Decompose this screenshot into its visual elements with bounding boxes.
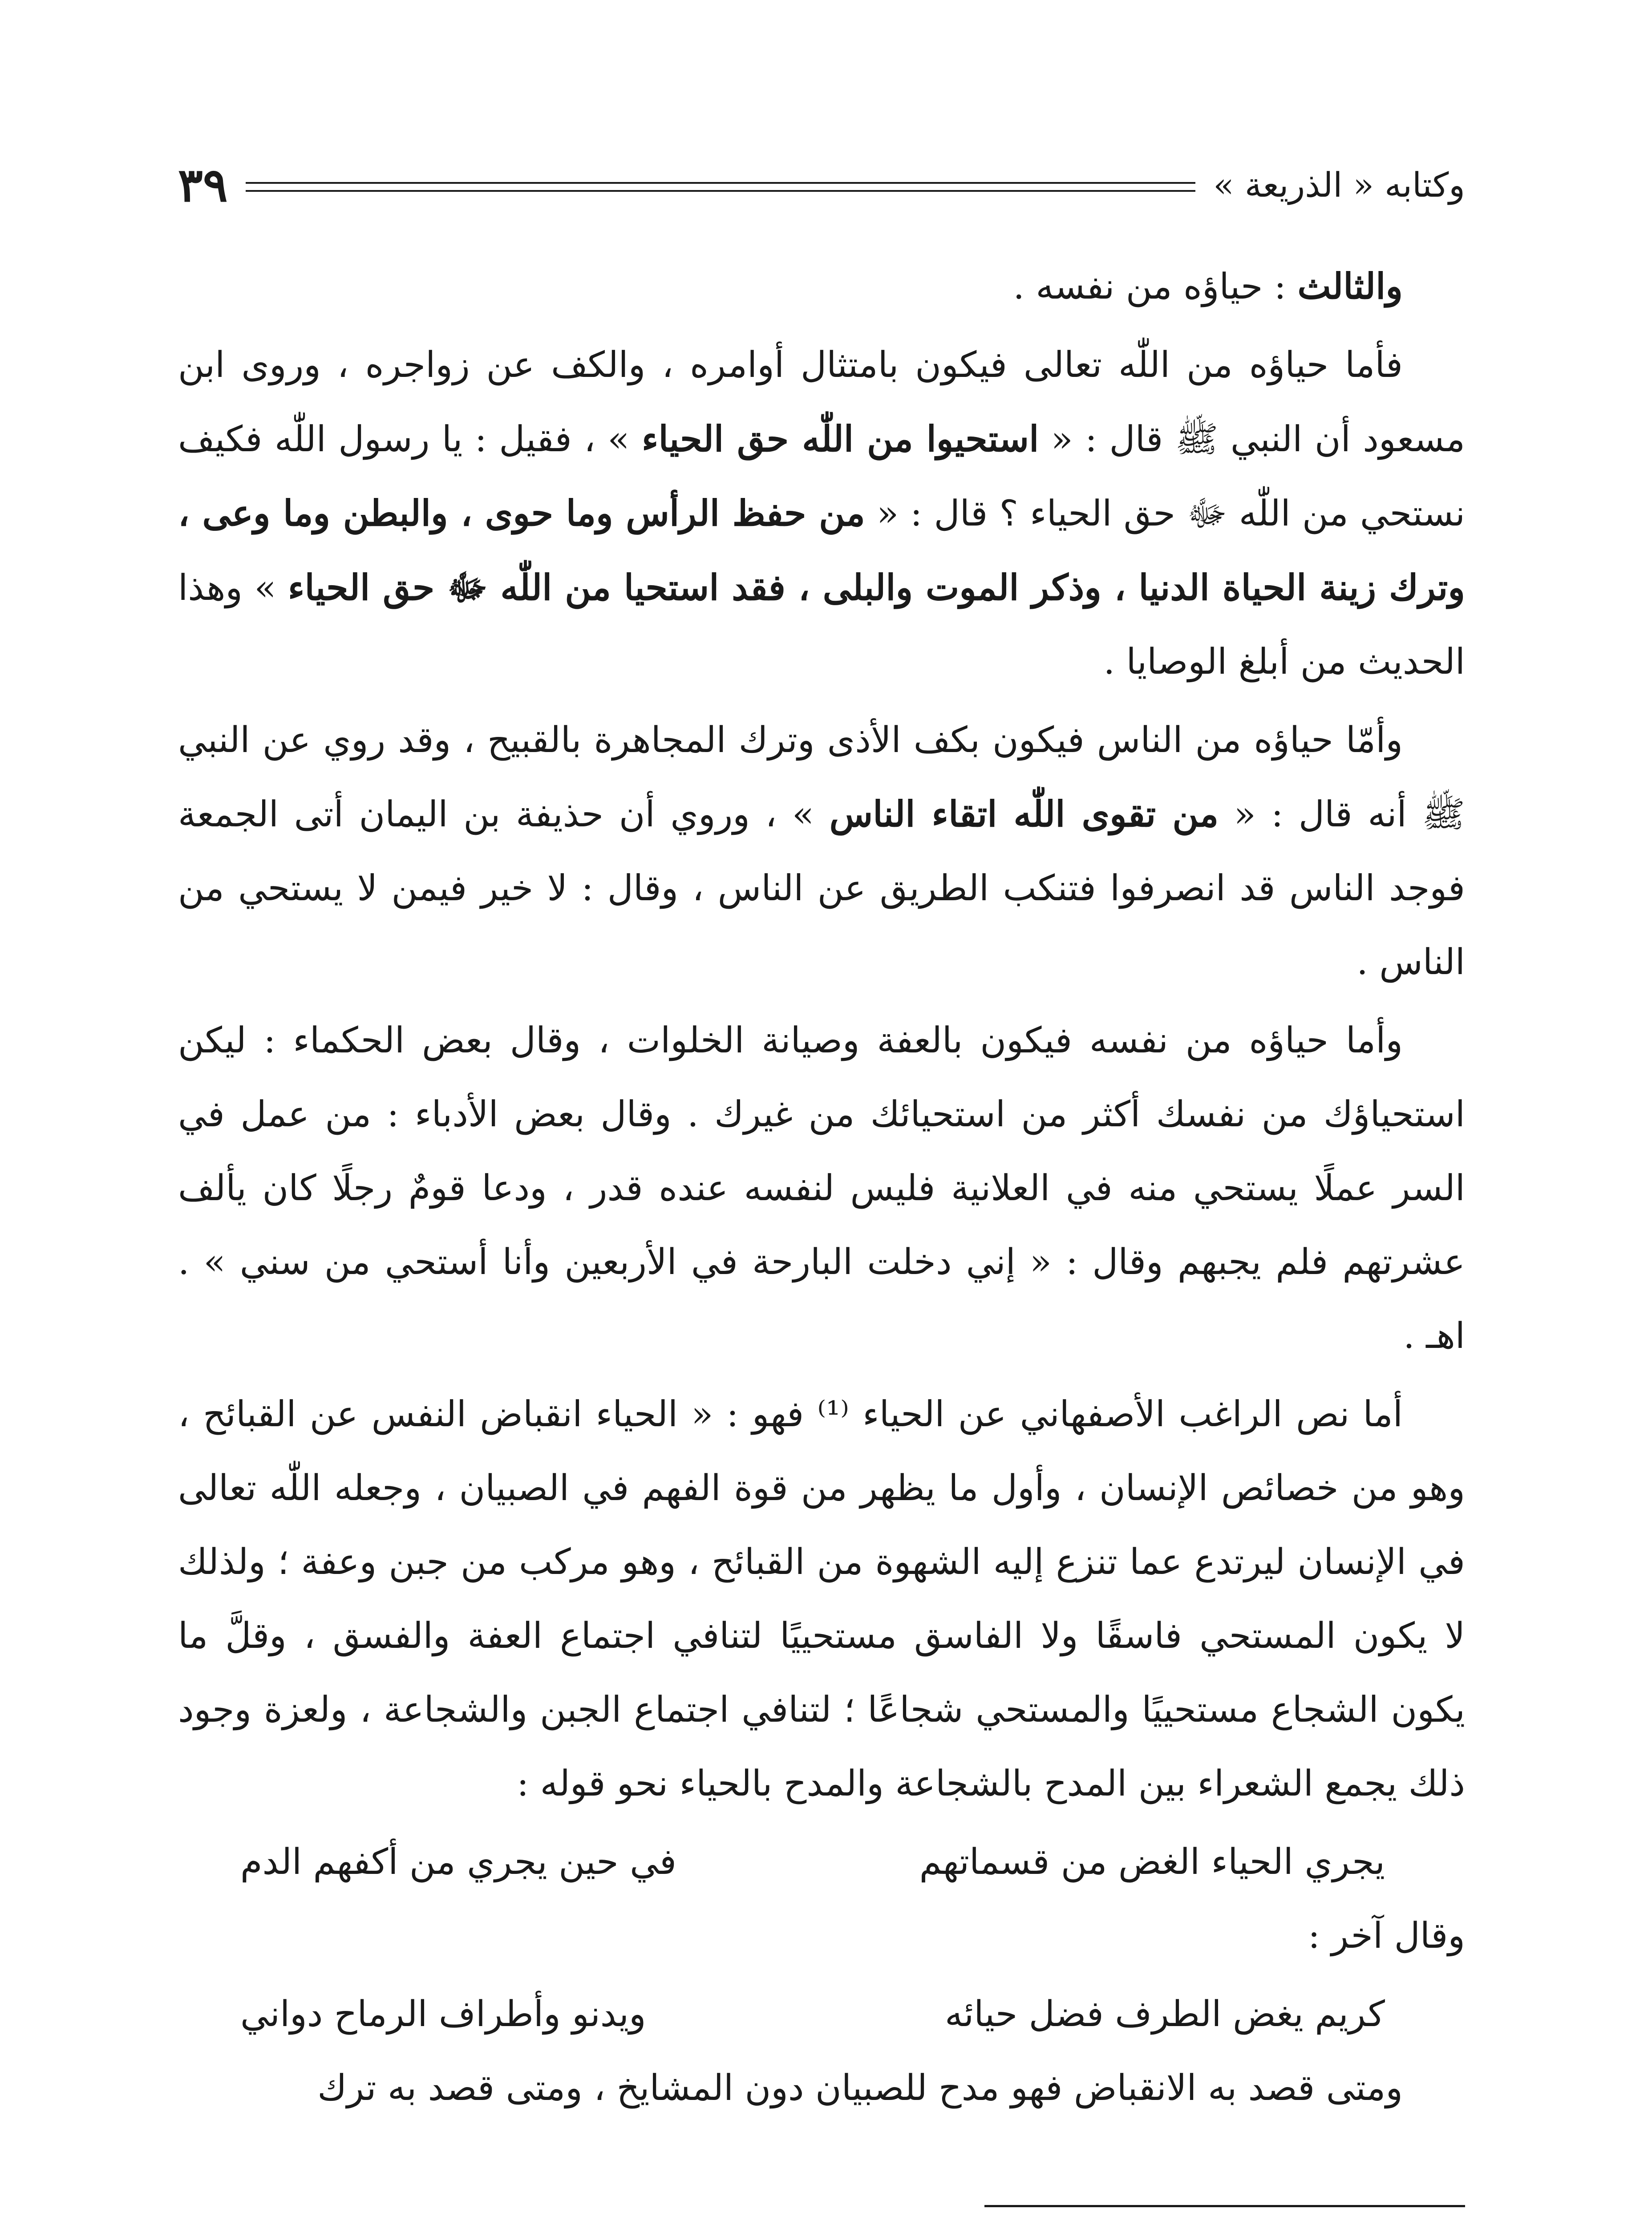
header-rule — [246, 182, 1196, 192]
page-header — [178, 151, 1465, 218]
paragraph-text: فأما حياؤه من اللّٰه تعالى فيكون بامتثال أوامره ، والكف عن زواجره ، وروى ابن مسعود أن النبي ﷺ قال : « — [178, 344, 1466, 460]
footnote-rule — [984, 2205, 1465, 2207]
paragraph-raghib-definition: أما نص الراغب الأصفهاني عن الحياء ⁽¹⁾ فهو : « الحياء انقباض النفس عن القبائح ، وهو من خصائص الإنسان ، وأول ما يظهر من قوة الفهم في الصبيان ، وجعله اللّٰه تعالى في الإنسان ليرتدع عما تنزع إليه الشهوة من القبائح ، وهو مركب من جبن وعفة ؛ ولذلك لا يكون المستحي فاسقًا ولا الفاسق مستحييًا لتنافي اجتماع العفة والفسق ، وقلَّ ما يكون الشجاع مستحييًا والمستحي شجاعًا ؛ لتنافي اجتماع الجبن والشجاعة ، ولعزة وجود ذلك يجمع الشعراء بين المدح بالشجاعة والمدح بالحياء نحو قوله : — [178, 1393, 1466, 1804]
paragraph-continuation: ومتى قصد به الانقباض فهو مدح للصبيان دون المشايخ ، ومتى قصد به ترك — [317, 2067, 1403, 2108]
page-number: ٣٩ — [178, 157, 228, 212]
poetry-verse — [178, 1977, 1465, 2051]
poetry-verse — [178, 1825, 1465, 1899]
paragraph-shyness-from-god — [178, 328, 1465, 699]
main-text — [178, 249, 1465, 2129]
paragraph-text: » ، وروي أن حذيفة بن اليمان أتى الجمعة فوجد الناس قد انصرفوا فتنكب الطريق عن الناس ، وقال : لا خير فيمن لا يستحي من الناس . — [178, 793, 1465, 983]
running-title: وكتابه « الذريعة » — [1213, 165, 1465, 205]
section-lead: والثالث — [1297, 265, 1403, 307]
verse-first-hemistich: كريم يغض الطرف فضل حيائه — [945, 1993, 1385, 2035]
paragraph-text: » ، فقيل : يا رسول اللّٰه فكيف نستحي من اللّٰه ﷻ حق الحياء ؟ قال : « — [178, 418, 1465, 534]
paragraph-shyness-from-self: وأما حياؤه من نفسه فيكون بالعفة وصيانة الخلوات ، وقال بعض الحكماء : ليكن استحياؤك من نفسك أكثر من استحيائك من غيرك . وقال بعض الأدباء : من عمل في السر عملًا يستحي منه في العلانية فليس لنفسه عنده قدر ، ودعا قومٌ رجلًا كان يألف عشرتهم فلم يجبهم وقال : « إني دخلت البارحة في الأربعين وأنا أستحي من سني » . اهـ . — [178, 1019, 1465, 1356]
paragraph-text: » وهذا الحديث من أبلغ الوصايا . — [178, 567, 1465, 682]
paragraph-text: وأمّا حياؤه من الناس فيكون بكف الأذى وترك المجاهرة بالقبيح ، وقد روي عن النبي ﷺ أنه قال : « — [178, 719, 1466, 835]
verse-first-hemistich: يجري الحياء الغض من قسماتهم — [919, 1841, 1385, 1882]
verse-second-hemistich: ويدنو وأطراف الرماح دواني — [240, 1993, 646, 2035]
hadith-quote: استحيوا من اللّٰه حق الحياء — [641, 418, 1039, 460]
hadith-quote: من تقوى اللّٰه اتقاء الناس — [829, 793, 1219, 835]
paragraph-text: : حياؤه من نفسه . — [1013, 266, 1298, 307]
paragraph-third — [178, 249, 1465, 324]
paragraph-another-said: وقال آخر : — [1308, 1915, 1465, 1956]
verse-second-hemistich: في حين يجري من أكفهم الدم — [240, 1841, 676, 1882]
paragraph-shyness-from-people — [178, 703, 1465, 999]
hadith-quote: من حفظ الرأس وما حوى ، والبطن وما وعى ، وترك زينة الحياة الدنيا ، وذكر الموت والبلى ، فقد استحيا من اللّٰه ﷻ حق الحياء — [178, 492, 1466, 608]
